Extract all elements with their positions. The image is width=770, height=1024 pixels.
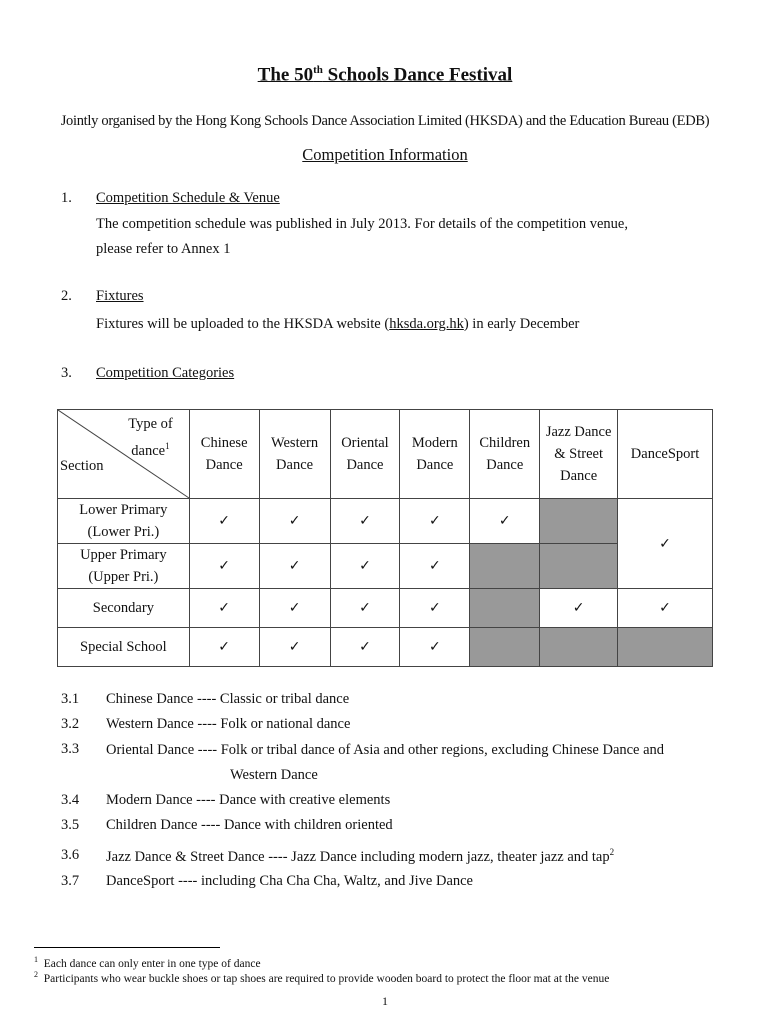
column-header: Jazz Dance & Street Dance [540,410,618,499]
check-mark: ✓ [400,499,470,544]
footnote-divider [34,947,220,948]
section-title: Fixtures [96,288,144,304]
definition-number: 3.7 [61,873,80,889]
definition-text: Oriental Dance ---- Folk or tribal dance of Asia and other regions, excluding Chinese Dance and [106,742,665,758]
check-mark: ✓ [189,589,259,628]
check-mark: ✓ [259,544,330,589]
unavailable-cell [470,628,540,667]
check-mark: ✓ [189,628,259,667]
definition-text: Children Dance ---- Dance with children oriented [106,817,393,833]
check-mark: ✓ [470,499,540,544]
section-text: Fixtures will be uploaded to the HKSDA website (hksda.org.hk) in early December [96,316,580,332]
definition-number: 3.5 [61,817,80,833]
definition-text: Jazz Dance & Street Dance ---- Jazz Dance including modern jazz, theater jazz and tap$^2$ [106,847,615,865]
section-title: Competition Categories [96,365,235,381]
definition-number: 3.6 [61,847,80,863]
check-mark: ✓ [259,589,330,628]
hksda-link[interactable]: hksda.org.hk [389,316,464,332]
row-header: Upper Primary (Upper Pri.) [58,544,190,589]
unavailable-cell [540,628,618,667]
definition-text-continued: Western Dance [230,767,318,783]
check-mark: ✓ [400,628,470,667]
definition-number: 3.3 [61,741,80,757]
check-mark: ✓ [540,589,618,628]
section-heading: Competition Information [302,145,468,164]
column-header: Children Dance [470,410,540,499]
unavailable-cell [470,544,540,589]
column-header: Chinese Dance [189,410,259,499]
row-header: Special School [58,628,190,667]
check-mark: ✓ [330,589,400,628]
unavailable-cell [470,589,540,628]
check-mark: ✓ [259,499,330,544]
section-number: 1. [61,190,72,206]
column-header: Oriental Dance [330,410,400,499]
row-header: Secondary [58,589,190,628]
definition-text: Chinese Dance ---- Classic or tribal dance [106,691,350,707]
section-number: 3. [61,365,72,381]
section-title: Competition Schedule & Venue [96,190,280,206]
definition-text: Western Dance ---- Folk or national dance [106,716,351,732]
subtitle: Jointly organised by the Hong Kong Schools Dance Association Limited (HKSDA) and the Education Bureau (EDB) [60,113,710,129]
check-mark: ✓ [189,544,259,589]
competition-categories-table [57,409,713,667]
column-header: DanceSport [618,410,713,499]
definition-number: 3.4 [61,792,80,808]
column-header: Modern Dance [400,410,470,499]
check-mark: ✓ [330,544,400,589]
check-mark: ✓ [400,589,470,628]
row-header: Lower Primary (Lower Pri.) [58,499,190,544]
unavailable-cell [618,628,713,667]
table-corner-header: Type of dance$^1$ Section [58,410,190,499]
check-mark: ✓ [330,628,400,667]
footnote: $^2$ Participants who wear buckle shoes or tap shoes are required to provide wooden board to protect the floor mat at the venue [34,970,610,985]
definition-text: DanceSport ---- including Cha Cha Cha, Waltz, and Jive Dance [106,873,473,889]
section-text: The competition schedule was published in July 2013. For details of the competition venue, please refer to Annex 1 [96,216,628,257]
check-mark: ✓ [618,589,713,628]
check-mark: ✓ [189,499,259,544]
footnote: $^1$ Each dance can only enter in one type of dance [34,955,261,970]
check-mark: ✓ [259,628,330,667]
check-mark: ✓ [330,499,400,544]
unavailable-cell [540,544,618,589]
page-number: 1 [382,994,388,1008]
section-number: 2. [61,288,72,304]
check-mark: ✓ [618,499,713,589]
column-header: Western Dance [259,410,330,499]
unavailable-cell [540,499,618,544]
page-title: The 50th Schools Dance Festival [257,64,513,86]
definition-number: 3.2 [61,716,80,732]
definition-text: Modern Dance ---- Dance with creative elements [106,792,391,808]
definition-number: 3.1 [61,691,80,707]
check-mark: ✓ [400,544,470,589]
